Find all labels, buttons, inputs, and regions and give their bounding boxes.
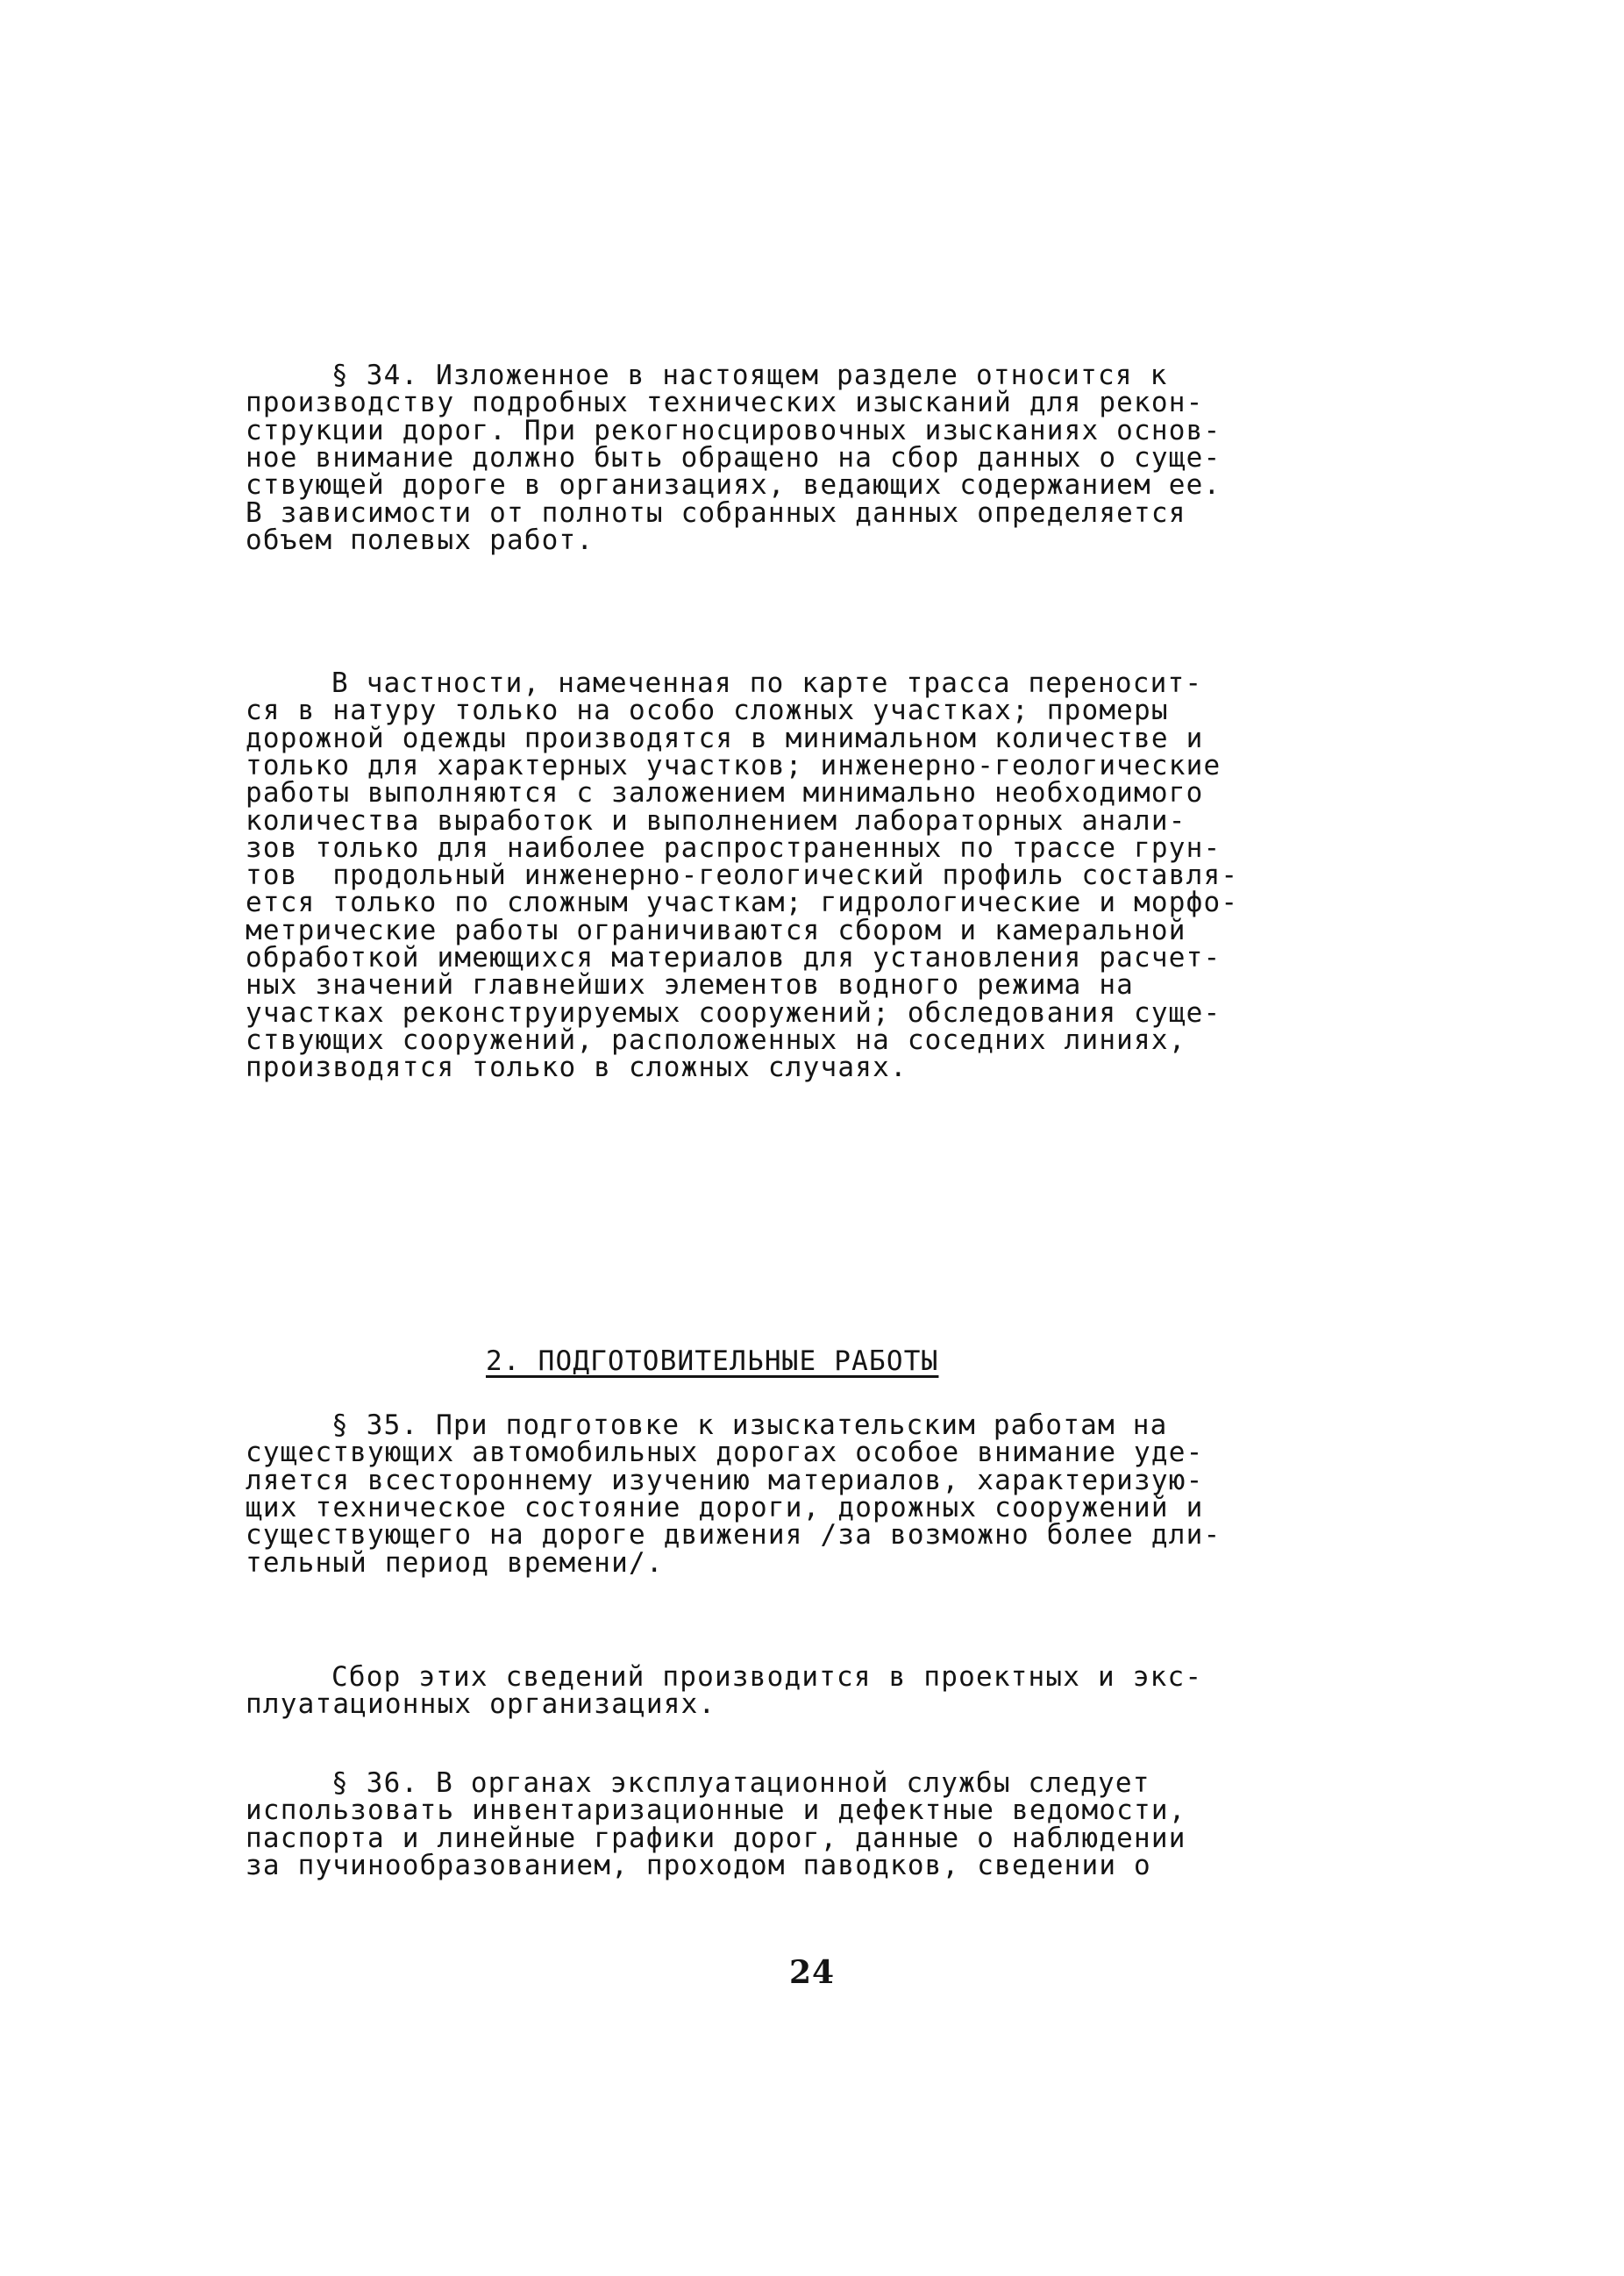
text-line: Сбор этих сведений производится в проектных и экс- bbox=[331, 1661, 1203, 1693]
text-line: щих техническое состояние дороги, дорожных сооружений и bbox=[246, 1491, 1204, 1523]
text-line: количества выработок и выполнением лабораторных анали- bbox=[246, 804, 1186, 837]
text-line: В частности, намеченная по карте трасса переносит- bbox=[331, 667, 1203, 699]
text-line: ется только по сложным участкам; гидрологические и морфо- bbox=[246, 887, 1239, 919]
text-line: струкции дорог. При рекогносцировочных изысканиях основ- bbox=[246, 414, 1222, 446]
text-line: § 36. В органах эксплуатационной службы следует bbox=[331, 1767, 1150, 1799]
text-line: за пучинообразованием, проходом паводков, сведении о bbox=[246, 1849, 1151, 1881]
text-line: существующих автомобильных дорогах особое внимание уде- bbox=[246, 1437, 1204, 1469]
text-line: производству подробных технических изысканий для рекон- bbox=[246, 387, 1204, 419]
section-heading: 2. ПОДГОТОВИТЕЛЬНЫЕ РАБОТЫ bbox=[486, 1345, 939, 1377]
text-line: ствующей дороге в организациях, ведающих содержанием ее. bbox=[246, 469, 1222, 502]
text-line: ся в натуру только на особо сложных участках; промеры bbox=[246, 695, 1169, 727]
text-line: обработкой имеющихся материалов для установления расчет- bbox=[246, 942, 1222, 974]
text-line: В зависимости от полноты собранных данных определяется bbox=[246, 496, 1186, 529]
text-line: работы выполняются с заложением минимально необходимого bbox=[246, 777, 1204, 810]
text-line: только для характерных участков; инженерно-геологические bbox=[246, 749, 1222, 781]
text-line: объем полевых работ. bbox=[246, 524, 595, 556]
text-line: тов продольный инженерно-геологический профиль составля- bbox=[246, 860, 1239, 892]
text-line: ное внимание должно быть обращено на сбор данных о суще- bbox=[246, 441, 1222, 474]
text-line: плуатационных организациях. bbox=[246, 1688, 716, 1721]
text-line: паспорта и линейные графики дорог, данные о наблюдении bbox=[246, 1822, 1186, 1854]
text-line: § 35. При подготовке к изыскательским работам на bbox=[331, 1409, 1168, 1441]
text-line: производятся только в сложных случаях. bbox=[246, 1052, 908, 1084]
text-line: ных значений главнейших элементов водного режима на bbox=[246, 969, 1135, 1002]
text-line: § 34. Изложенное в настоящем разделе относится к bbox=[331, 360, 1168, 391]
text-line: ляется всестороннему изучению материалов, характеризую- bbox=[246, 1464, 1204, 1496]
text-line: дорожной одежды производятся в минимальном количестве и bbox=[246, 722, 1204, 754]
text-line: тельный период времени/. bbox=[246, 1546, 664, 1579]
text-line: использовать инвентаризационные и дефектные ведомости, bbox=[246, 1794, 1186, 1827]
text-line: ствующих сооружений, расположенных на соседних линиях, bbox=[246, 1024, 1186, 1056]
page-number: 24 bbox=[788, 1954, 836, 1991]
text-line: метрические работы ограничиваются сбором и камеральной bbox=[246, 914, 1186, 946]
text-line: участках реконструируемых сооружений; обследования суще- bbox=[246, 996, 1222, 1029]
text-line: существующего на дороге движения /за возможно более дли- bbox=[246, 1519, 1222, 1552]
text-line: зов только для наиболее распространенных по трассе грун- bbox=[246, 831, 1222, 864]
